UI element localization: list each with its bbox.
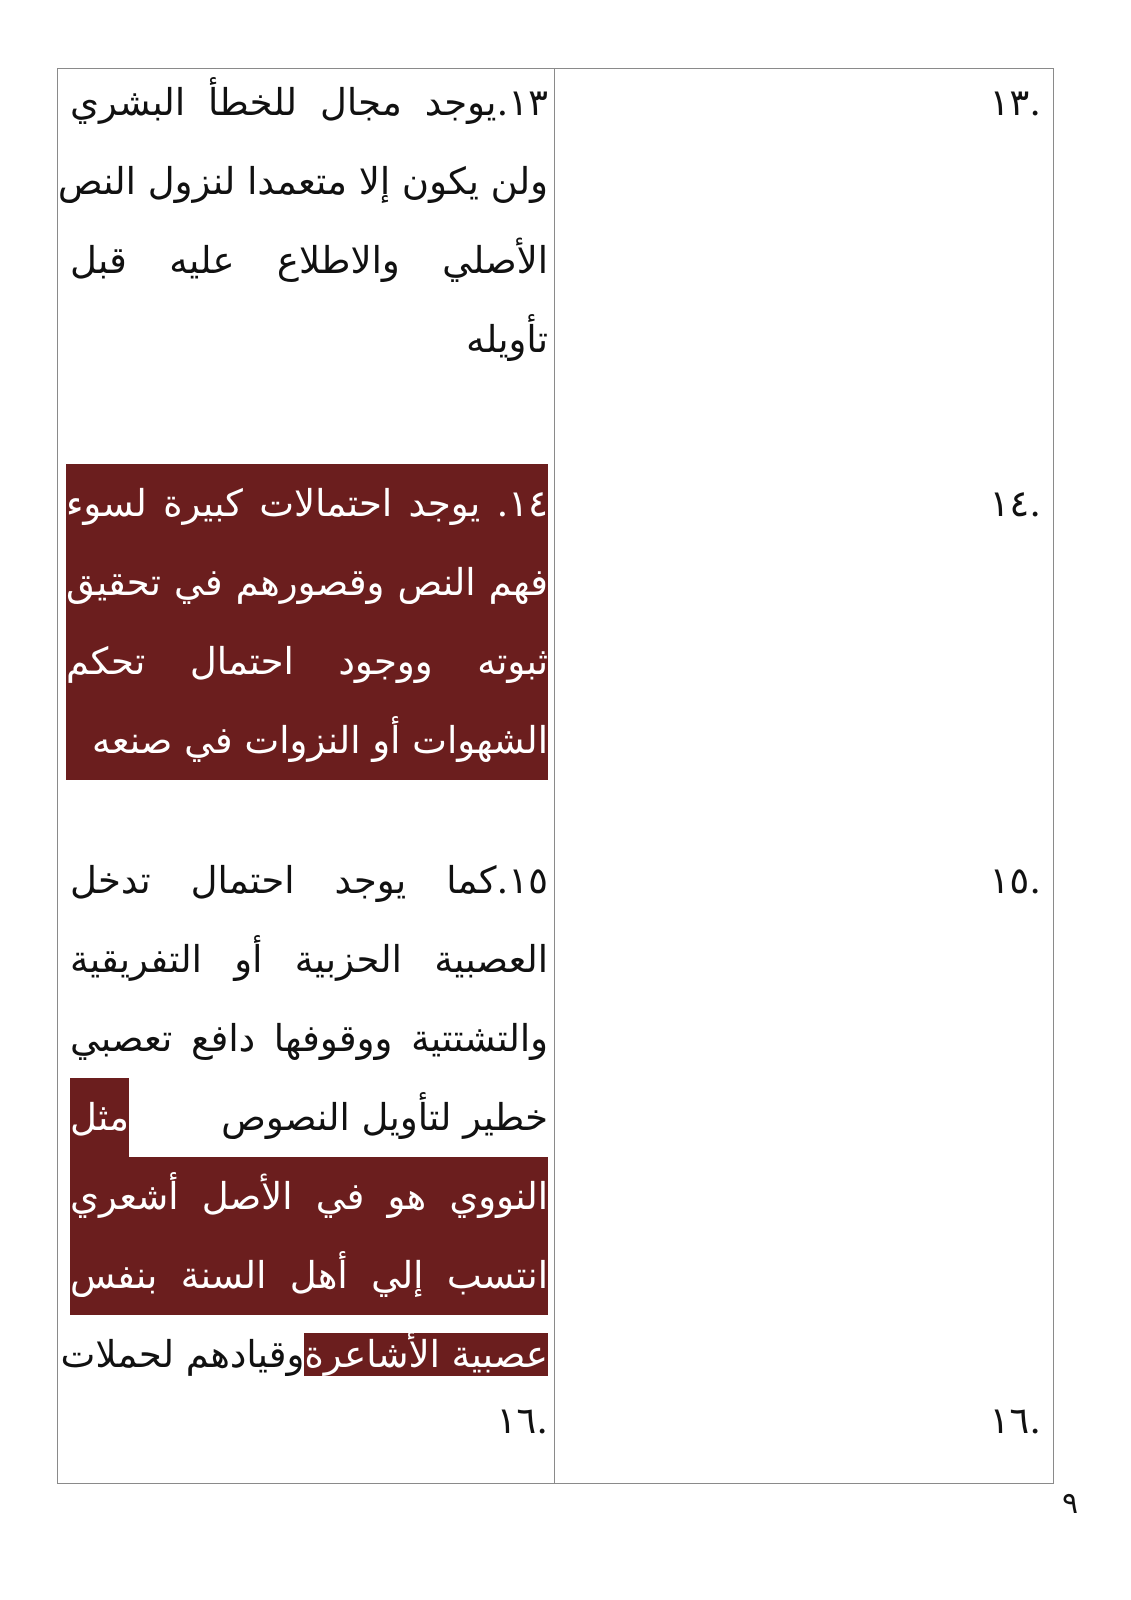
row-14-line-3: ثبوته ووجود احتمال تحكم xyxy=(66,640,548,683)
row-13-number: .١٣ xyxy=(989,81,1041,124)
row-15-number: .١٥ xyxy=(989,859,1041,902)
row-15-line-4-plain: خطير لتأويل النصوص xyxy=(221,1096,548,1139)
row-14-line-1: ١٤. يوجد احتمالات كبيرة لسوء xyxy=(66,482,548,525)
row-15-line-7-highlight: عصبية الأشاعرة xyxy=(304,1333,548,1376)
row-14-line-2: فهم النص وقصورهم في تحقيق xyxy=(66,561,548,604)
row-15-line-3: والتشتتية ووقوفها دافع تعصبي xyxy=(70,1017,548,1060)
row-14-number: .١٤ xyxy=(989,482,1041,525)
row-15-line-1: ١٥.كما يوجد احتمال تدخل xyxy=(70,859,548,902)
row-15-text xyxy=(60,841,548,1394)
page-number: ٩ xyxy=(1062,1486,1079,1521)
row-16-line-1: .١٦ xyxy=(496,1399,548,1442)
row-13-line-2: ولن يكون إلا متعمدا لنزول النص xyxy=(57,160,548,203)
column-divider xyxy=(554,69,555,1483)
row-14-line-4: الشهوات أو النزوات في صنعه xyxy=(92,719,548,762)
row-15-line-4-highlight: مثل xyxy=(70,1078,129,1157)
row-14-text-highlighted xyxy=(66,464,548,780)
row-15-line-5: النووي هو في الأصل أشعري xyxy=(70,1157,548,1236)
row-16-number: .١٦ xyxy=(989,1399,1041,1442)
content-table xyxy=(57,68,1054,1484)
row-13-line-1: ١٣.يوجد مجال للخطأ البشري xyxy=(70,81,548,124)
row-16-text xyxy=(70,1381,548,1460)
row-15-line-7-plain: وقيادهم لحملات xyxy=(60,1333,305,1376)
row-15-line-6: انتسب إلي أهل السنة بنفس xyxy=(70,1236,548,1315)
row-13-line-4: تأويله xyxy=(466,318,548,361)
row-15-line-2: العصبية الحزبية أو التفريقية xyxy=(70,938,548,981)
row-13-text xyxy=(57,63,548,379)
row-15-line-4 xyxy=(70,1078,548,1157)
row-13-line-3: الأصلي والاطلاع عليه قبل xyxy=(70,239,548,282)
